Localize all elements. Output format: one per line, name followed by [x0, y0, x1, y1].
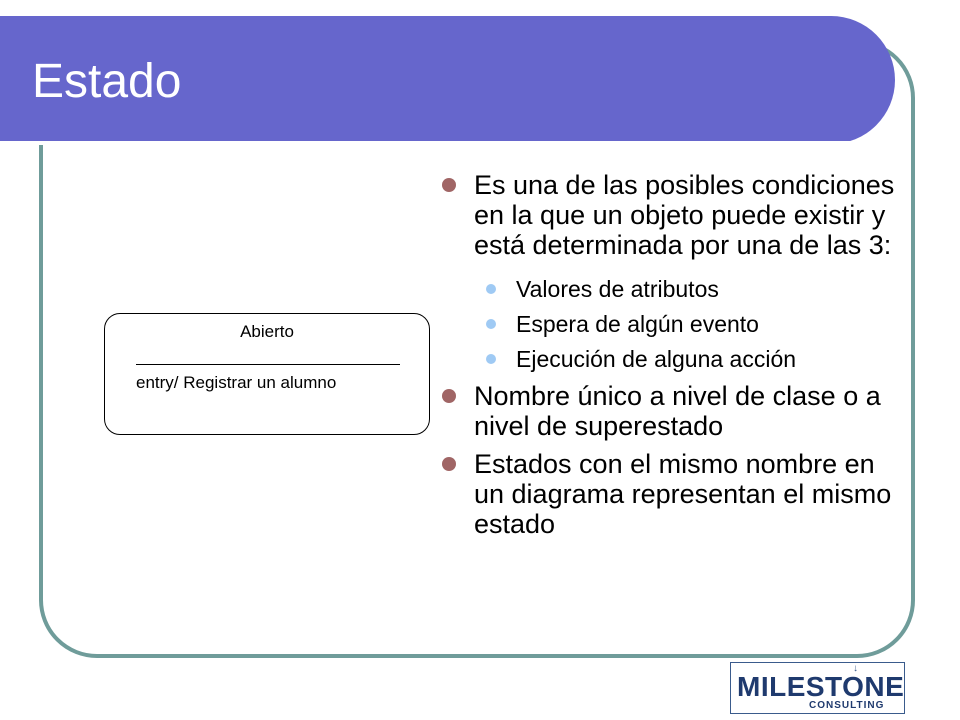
bullet-dot-icon	[442, 457, 456, 471]
bullet-dot-icon	[442, 389, 456, 403]
logo-subtitle: CONSULTING	[809, 700, 885, 711]
logo-arrow-icon: ↓	[853, 663, 858, 674]
sub-bullet-item	[438, 342, 898, 377]
logo-wordmark: MILESTONE	[737, 671, 905, 702]
bullet-item	[438, 170, 898, 260]
title-underline	[0, 141, 850, 145]
sub-bullet-dot-icon	[486, 284, 496, 294]
sub-bullet-text: Ejecución de alguna acción	[516, 346, 797, 372]
bullet-text: Es una de las posibles condiciones en la que un objeto puede existir y está determinada por una de las 3:	[474, 170, 895, 260]
sub-bullet-item	[438, 272, 898, 307]
slide-title: Estado	[32, 55, 182, 108]
sub-bullet-dot-icon	[486, 354, 496, 364]
bullet-dot-icon	[442, 178, 456, 192]
bullet-text: Estados con el mismo nombre en un diagrama representan el mismo estado	[474, 449, 892, 539]
bullet-text: Nombre único a nivel de clase o a nivel de superestado	[474, 381, 881, 441]
sub-bullet-item	[438, 307, 898, 342]
bullet-item	[438, 449, 898, 539]
bullet-item	[438, 381, 898, 441]
sub-bullet-dot-icon	[486, 319, 496, 329]
milestone-logo	[730, 662, 905, 714]
state-name: Abierto	[240, 322, 294, 341]
state-separator	[136, 364, 400, 365]
state-diagram-box	[104, 313, 430, 435]
sub-bullet-text: Espera de algún evento	[516, 311, 759, 337]
bullet-list	[438, 170, 898, 539]
sub-bullet-list	[438, 272, 898, 377]
title-bar	[0, 16, 895, 144]
sub-bullet-text: Valores de atributos	[516, 276, 719, 302]
state-entry-action: entry/ Registrar un alumno	[136, 373, 337, 392]
